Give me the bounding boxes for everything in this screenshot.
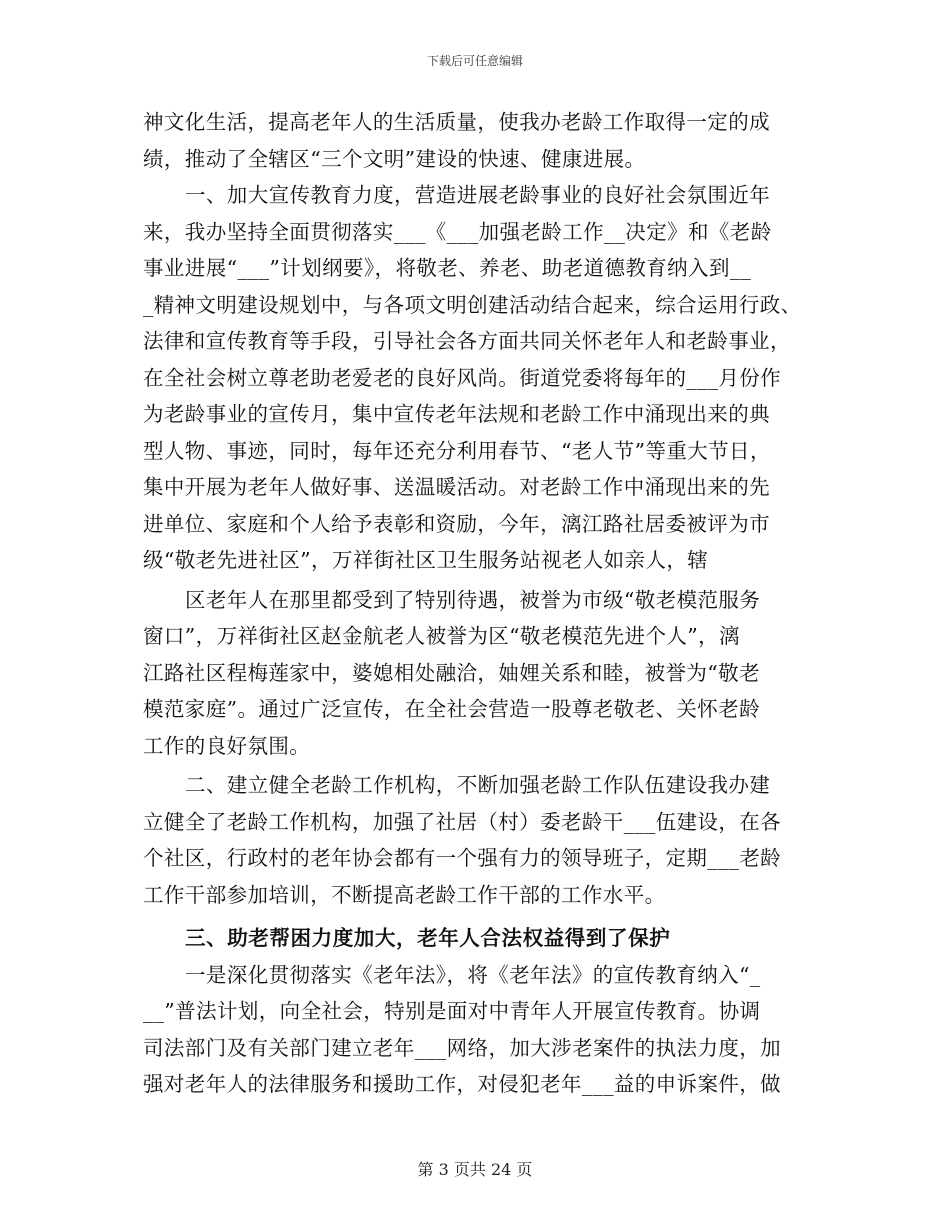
text-line: 集中开展为老年人做好事、送温暖活动。对老龄工作中涌现出来的先	[143, 475, 770, 499]
text-line: __”普法计划，向全社会，特别是面对中青年人开展宣传教育。协调	[143, 999, 761, 1023]
text-line: 法律和宣传教育等手段，引导社会各方面共同关怀老年人和老龄事业，	[143, 329, 791, 353]
text-line: 模范家庭”。通过广泛宣传，在全社会营造一股尊老敬老、关怀老龄	[143, 697, 760, 721]
section-one-heading-line: 一、加大宣传教育力度，营造进展老龄事业的良好社会氛围近年	[185, 183, 771, 207]
text-line: 来，我办坚持全面贯彻落实___《___加强老龄工作__决定》和《老龄	[143, 219, 772, 244]
text-line: 立健全了老龄工作机构，加强了社居（村）委老龄干___伍建设，在各	[143, 809, 782, 834]
text-line: 一是深化贯彻落实《老年法》，将《老年法》的宣传教育纳入“_	[185, 962, 761, 987]
text-line: 窗口”，万祥街社区赵金航老人被誉为区“敬老模范先进个人”，漓	[143, 624, 740, 648]
text-line: 江路社区程梅莲家中，婆媳相处融洽，妯娌关系和睦，被誉为“敬老	[143, 660, 760, 685]
text-line: 在全社会树立尊老助老爱老的良好风尚。街道党委将每年的___月份作	[143, 365, 782, 390]
page-number: 第 3 页共 24 页	[417, 1160, 533, 1179]
text-line: 神文化生活，提高老年人的生活质量，使我办老龄工作取得一定的成	[143, 110, 770, 134]
section-three-heading: 三、助老帮困力度加大，老年人合法权益得到了保护	[185, 926, 671, 950]
text-line: 事业进展“___”计划纲要》，将敬老、养老、助老道德教育纳入到__	[143, 256, 752, 280]
section-two-heading-line: 二、建立健全老龄工作机构，不断加强老龄工作队伍建设我办建	[185, 773, 771, 797]
text-line: 区老年人在那里都受到了特别待遇，被誉为市级“敬老模范服务	[185, 587, 761, 612]
text-line: 工作干部参加培训，不断提高老龄工作干部的工作水平。	[143, 882, 666, 907]
text-line: 为老龄事业的宣传月，集中宣传老年法规和老龄工作中涌现出来的典	[143, 402, 770, 426]
text-line: 工作的良好氛围。	[143, 733, 311, 758]
text-line: 强对老年人的法律服务和援助工作，对侵犯老年___益的申诉案件，做	[143, 1072, 782, 1096]
text-line: 绩，推动了全辖区“三个文明”建设的快速、健康进展。	[143, 146, 646, 171]
text-line: 级“敬老先进社区”，万祥街社区卫生服务站视老人如亲人，辖	[143, 548, 709, 572]
text-line: 个社区，行政村的老年协会都有一个强有力的领导班子，定期___老龄	[143, 846, 782, 870]
text-line: 型人物、事迹，同时，每年还充分利用春节、“老人节”等重大节日，	[143, 438, 771, 463]
text-line: 进单位、家庭和个人给予表彰和资励，今年，漓江路社居委被评为市	[143, 511, 770, 536]
header-note: 下载后可任意编辑	[426, 54, 523, 68]
document-body	[143, 104, 811, 1103]
text-line: _精神文明建设规划中，与各项文明创建活动结合起来，综合运用行政、	[143, 292, 802, 317]
text-line: 司法部门及有关部门建立老年___网络，加大涉老案件的执法力度，加	[143, 1035, 782, 1060]
